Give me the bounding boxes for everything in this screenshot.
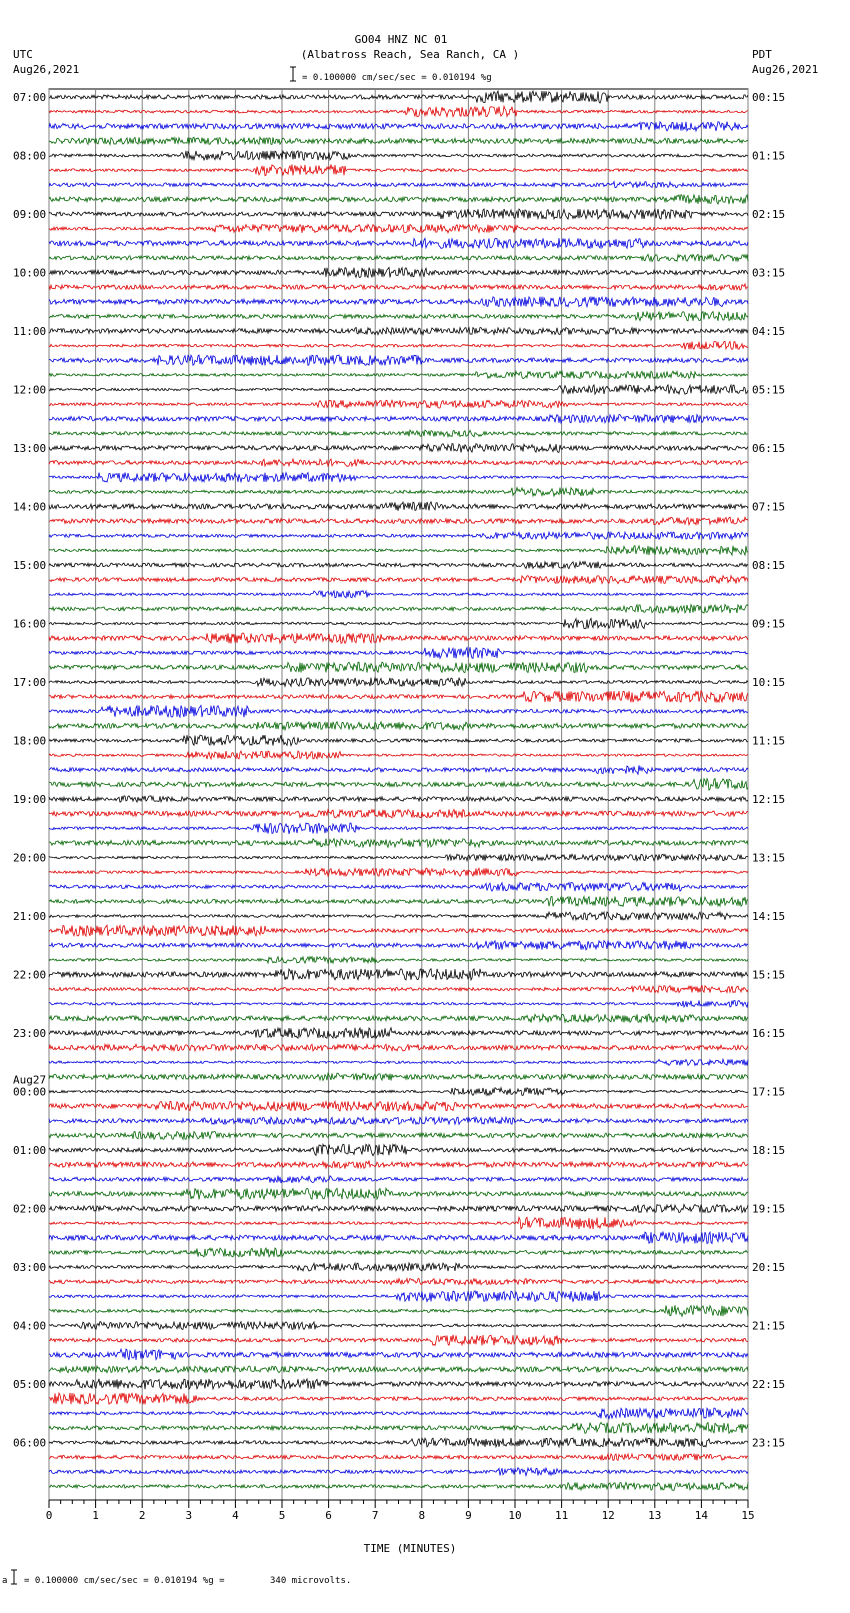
trace-group bbox=[49, 91, 748, 1490]
trace-line bbox=[49, 591, 748, 598]
right-time-label: 04:15 bbox=[752, 325, 786, 338]
trace-line bbox=[49, 106, 748, 116]
trace-line bbox=[49, 385, 748, 394]
right-time-label: 18:15 bbox=[752, 1144, 786, 1157]
trace-line bbox=[49, 254, 748, 261]
trace-line bbox=[49, 576, 748, 584]
trace-line bbox=[49, 1483, 748, 1491]
left-time-label: 03:00 bbox=[13, 1261, 47, 1274]
trace-line bbox=[49, 779, 748, 791]
trace-line bbox=[49, 705, 748, 717]
right-time-label: 06:15 bbox=[752, 442, 786, 455]
right-time-label: 13:15 bbox=[752, 851, 786, 865]
right-time-label: 20:15 bbox=[752, 1261, 786, 1274]
trace-line bbox=[49, 91, 748, 103]
left-time-label: 22:00 bbox=[13, 968, 47, 982]
trace-line bbox=[49, 284, 748, 291]
left-time-label: 11:00 bbox=[13, 325, 47, 338]
trace-line bbox=[49, 164, 748, 175]
trace-line bbox=[49, 546, 748, 555]
trace-line bbox=[49, 1438, 748, 1447]
left-date: Aug26,2021 bbox=[13, 63, 80, 76]
trace-line bbox=[49, 751, 748, 759]
right-time-label: 22:15 bbox=[752, 1378, 786, 1391]
trace-line bbox=[49, 459, 748, 466]
x-tick-label: 15 bbox=[741, 1509, 755, 1522]
trace-line bbox=[49, 182, 748, 188]
left-time-label: 07:00 bbox=[13, 91, 47, 104]
right-time-label: 03:15 bbox=[752, 266, 786, 280]
trace-line bbox=[49, 1335, 748, 1346]
x-axis bbox=[46, 1500, 755, 1522]
footer-scale-bar-icon bbox=[11, 1570, 17, 1584]
trace-line bbox=[49, 415, 748, 423]
trace-line bbox=[49, 1279, 748, 1285]
left-time-label: 16:00 bbox=[13, 617, 47, 631]
left-time-label: 00:00 bbox=[13, 1085, 47, 1099]
right-time-label: 15:15 bbox=[752, 968, 786, 982]
trace-line bbox=[49, 1144, 748, 1156]
trace-line bbox=[49, 473, 748, 483]
trace-line bbox=[49, 722, 748, 730]
x-tick-label: 4 bbox=[232, 1509, 239, 1522]
x-tick-label: 6 bbox=[325, 1509, 332, 1522]
x-tick-label: 0 bbox=[45, 1509, 53, 1522]
x-tick-label: 11 bbox=[554, 1509, 569, 1522]
right-time-label: 05:15 bbox=[752, 383, 786, 397]
trace-line bbox=[49, 122, 748, 131]
trace-line bbox=[49, 1028, 748, 1038]
trace-line bbox=[49, 238, 748, 248]
trace-line bbox=[49, 137, 748, 144]
trace-line bbox=[49, 1408, 748, 1419]
left-time-label: 21:00 bbox=[13, 910, 47, 923]
trace-line bbox=[49, 488, 748, 497]
trace-line bbox=[49, 1349, 748, 1360]
x-tick-label: 9 bbox=[465, 1509, 472, 1522]
trace-line bbox=[49, 328, 748, 335]
trace-line bbox=[49, 532, 748, 539]
trace-line bbox=[49, 1379, 748, 1389]
right-time-label: 07:15 bbox=[752, 500, 786, 514]
trace-line bbox=[49, 1000, 748, 1007]
station-location: (Albatross Reach, Sea Ranch, CA ) bbox=[300, 48, 520, 61]
trace-line bbox=[49, 502, 748, 511]
left-time-label: 13:00 bbox=[13, 442, 47, 455]
right-time-label: 14:15 bbox=[752, 910, 786, 923]
right-date: Aug26,2021 bbox=[752, 63, 819, 76]
scale-bar-icon bbox=[290, 67, 296, 81]
trace-line bbox=[49, 268, 748, 278]
trace-line bbox=[49, 1161, 748, 1169]
trace-line bbox=[49, 209, 748, 219]
trace-line bbox=[49, 312, 748, 321]
trace-line bbox=[49, 986, 748, 993]
trace-line bbox=[49, 605, 748, 614]
x-tick-label: 3 bbox=[185, 1509, 193, 1522]
footer-prefix: a bbox=[2, 1576, 8, 1586]
trace-line bbox=[49, 1117, 748, 1124]
trace-line bbox=[49, 1454, 748, 1461]
right-time-label: 08:15 bbox=[752, 559, 786, 572]
trace-line bbox=[49, 1073, 748, 1080]
trace-line bbox=[49, 1188, 748, 1199]
trace-line bbox=[49, 341, 748, 349]
right-time-labels bbox=[752, 91, 785, 1450]
trace-line bbox=[49, 1305, 748, 1316]
trace-line bbox=[49, 1132, 748, 1140]
trace-line bbox=[49, 1468, 748, 1476]
right-time-label: 12:15 bbox=[752, 793, 786, 806]
right-time-label: 17:15 bbox=[752, 1085, 786, 1099]
trace-line bbox=[49, 691, 748, 702]
trace-line bbox=[49, 810, 748, 818]
trace-line bbox=[49, 969, 748, 980]
station-title: GO04 HNZ NC 01 bbox=[354, 33, 448, 46]
left-time-label: 04:00 bbox=[13, 1319, 47, 1333]
trace-line bbox=[49, 1291, 748, 1302]
trace-line bbox=[49, 854, 748, 861]
trace-line bbox=[49, 1423, 748, 1434]
right-time-label: 21:15 bbox=[752, 1319, 786, 1333]
right-time-label: 09:15 bbox=[752, 617, 786, 631]
trace-line bbox=[49, 355, 748, 365]
trace-line bbox=[49, 562, 748, 569]
right-time-label: 10:15 bbox=[752, 676, 786, 689]
left-time-label: 02:00 bbox=[13, 1202, 47, 1216]
trace-line bbox=[49, 517, 748, 525]
right-time-label: 19:15 bbox=[752, 1202, 786, 1216]
trace-line bbox=[49, 151, 748, 160]
left-time-label: 06:00 bbox=[13, 1436, 47, 1450]
right-time-label: 01:15 bbox=[752, 149, 786, 163]
date-change-label: Aug27 bbox=[13, 1073, 47, 1087]
left-time-label: 09:00 bbox=[13, 208, 47, 221]
trace-line bbox=[49, 823, 748, 834]
trace-line bbox=[49, 1322, 748, 1330]
trace-line bbox=[49, 1205, 748, 1213]
trace-line bbox=[49, 633, 748, 643]
trace-line bbox=[49, 400, 748, 408]
trace-line bbox=[49, 678, 748, 687]
right-time-label: 02:15 bbox=[752, 208, 786, 221]
trace-line bbox=[49, 1088, 748, 1096]
x-axis-label: TIME (MINUTES) bbox=[363, 1542, 457, 1555]
trace-line bbox=[49, 618, 748, 628]
right-time-label: 16:15 bbox=[752, 1027, 786, 1040]
left-time-label: 15:00 bbox=[13, 559, 47, 572]
left-time-label: 01:00 bbox=[13, 1144, 47, 1157]
right-time-label: 00:15 bbox=[752, 91, 786, 104]
x-tick-label: 7 bbox=[371, 1509, 379, 1522]
footer-microvolts: 340 microvolts. bbox=[270, 1576, 352, 1586]
left-time-labels bbox=[13, 91, 46, 1450]
left-time-label: 12:00 bbox=[13, 383, 47, 397]
scale-label: = 0.100000 cm/sec/sec = 0.010194 %g bbox=[302, 73, 492, 83]
trace-line bbox=[49, 1059, 748, 1065]
left-time-label: 17:00 bbox=[13, 676, 47, 689]
trace-line bbox=[49, 1217, 748, 1229]
trace-line bbox=[49, 1366, 748, 1373]
trace-line bbox=[49, 195, 748, 204]
trace-line bbox=[49, 297, 748, 307]
trace-line bbox=[49, 796, 748, 802]
x-tick-label: 13 bbox=[648, 1509, 662, 1522]
footer-scale-label: = 0.100000 cm/sec/sec = 0.010194 %g = bbox=[24, 1576, 225, 1586]
x-tick-label: 14 bbox=[694, 1509, 709, 1522]
trace-line bbox=[49, 941, 748, 950]
left-time-label: 23:00 bbox=[13, 1027, 47, 1040]
left-time-label: 20:00 bbox=[13, 851, 47, 865]
trace-line bbox=[49, 912, 748, 920]
trace-line bbox=[49, 925, 748, 936]
x-tick-label: 12 bbox=[601, 1509, 615, 1522]
trace-line bbox=[49, 371, 748, 378]
trace-line bbox=[49, 735, 748, 746]
trace-line bbox=[49, 1393, 748, 1404]
left-time-label: 10:00 bbox=[13, 266, 47, 280]
x-tick-label: 1 bbox=[92, 1509, 99, 1522]
trace-line bbox=[49, 1014, 748, 1022]
left-time-label: 08:00 bbox=[13, 149, 47, 163]
trace-line bbox=[49, 430, 748, 437]
trace-line bbox=[49, 1263, 748, 1271]
left-time-label: 05:00 bbox=[13, 1378, 47, 1391]
trace-line bbox=[49, 839, 748, 848]
trace-line bbox=[49, 662, 748, 672]
trace-line bbox=[49, 1044, 748, 1051]
trace-line bbox=[49, 897, 748, 907]
trace-line bbox=[49, 882, 748, 891]
right-time-label: 23:15 bbox=[752, 1436, 786, 1450]
trace-line bbox=[49, 224, 748, 232]
trace-line bbox=[49, 647, 748, 658]
trace-line bbox=[49, 1248, 748, 1257]
trace-line bbox=[49, 1101, 748, 1111]
left-time-label: 19:00 bbox=[13, 793, 47, 806]
left-timezone: UTC bbox=[13, 48, 33, 61]
x-tick-label: 8 bbox=[418, 1509, 426, 1522]
trace-line bbox=[49, 957, 748, 963]
right-timezone: PDT bbox=[752, 48, 772, 61]
right-time-label: 11:15 bbox=[752, 734, 786, 748]
trace-line bbox=[49, 444, 748, 453]
trace-line bbox=[49, 1232, 748, 1243]
trace-line bbox=[49, 765, 748, 774]
x-tick-label: 10 bbox=[508, 1509, 522, 1522]
x-tick-label: 5 bbox=[278, 1509, 286, 1522]
x-tick-label: 2 bbox=[138, 1509, 146, 1522]
left-time-label: 18:00 bbox=[13, 734, 47, 748]
trace-line bbox=[49, 1176, 748, 1183]
left-time-label: 14:00 bbox=[13, 500, 47, 514]
trace-line bbox=[49, 868, 748, 876]
